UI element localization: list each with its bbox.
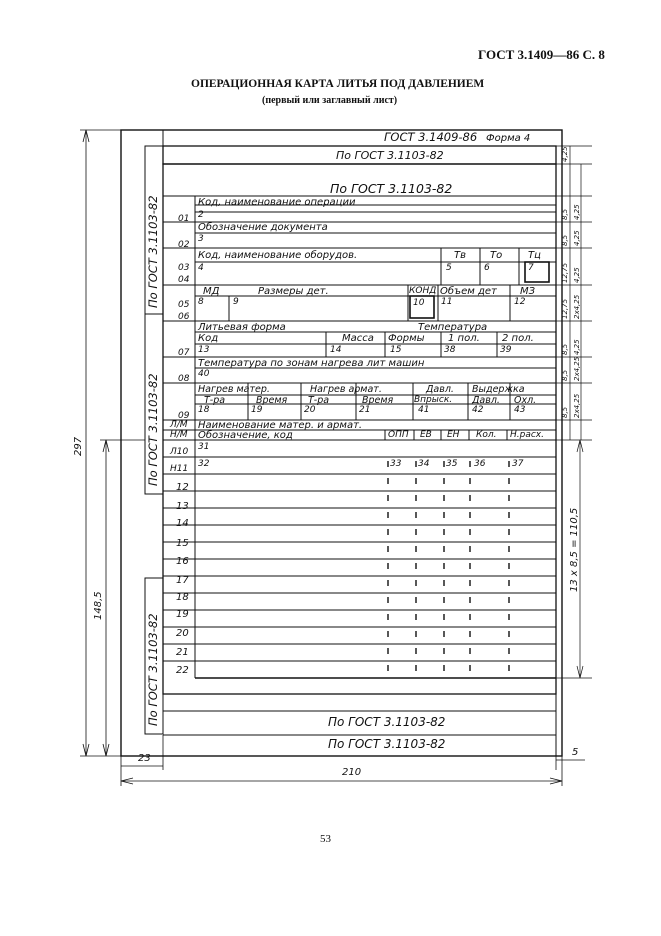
field-7: 7	[528, 263, 534, 273]
row-number: 18	[176, 592, 189, 603]
field-15: 15	[390, 345, 402, 355]
field-41: 41	[418, 405, 430, 415]
page-header: ГОСТ 3.1409—86 С. 8	[478, 47, 605, 62]
field-21: 21	[359, 405, 371, 415]
dimension-label: 8,5	[561, 343, 569, 355]
field-6: 6	[484, 263, 490, 273]
time-arm-label: Время	[362, 395, 394, 406]
temp-arm-label: Т-ра	[308, 395, 330, 406]
row-number: 03	[178, 263, 190, 273]
material-name-label: Наименование матер. и армат.	[198, 420, 363, 431]
field-12: 12	[514, 297, 526, 307]
field-5: 5	[446, 263, 452, 273]
injection-label: Впрыск.	[414, 395, 453, 405]
field-20: 20	[304, 405, 316, 415]
document-subtitle: (первый или заглавный лист)	[262, 95, 398, 106]
pressure-label: Давл.	[426, 384, 454, 395]
field-36: 36	[474, 459, 486, 469]
field-8: 8	[198, 297, 204, 307]
row-number: 04	[178, 275, 190, 285]
row-number: 08	[178, 374, 190, 384]
half1-label: 1 пол.	[448, 333, 480, 344]
field-32: 32	[198, 459, 210, 469]
field-31: 31	[198, 442, 210, 452]
form-standard: ГОСТ 3.1409-86	[384, 130, 478, 144]
tv-label: Тв	[454, 250, 467, 261]
tc-label: Тц	[528, 250, 541, 261]
dimension-rows: 13 x 8,5 = 110,5	[569, 507, 580, 592]
row-number: Л10	[170, 447, 189, 457]
operation-code-label: Код, наименование операции	[198, 197, 356, 208]
consumption-label: Н.расх.	[510, 430, 544, 440]
dimension-label: 8,5	[561, 369, 569, 381]
time-mat-label: Время	[256, 395, 288, 406]
dimension-label: 2x4,25	[573, 294, 581, 319]
field-9: 9	[233, 297, 239, 307]
field-37: 37	[512, 459, 524, 469]
dimension-210: 210	[342, 767, 362, 778]
md-label: МД	[203, 286, 220, 297]
dimension-label: 2x4,25	[573, 393, 581, 418]
en-label: ЕН	[447, 430, 460, 440]
dimension-23: 23	[138, 753, 151, 764]
row-number: 12	[176, 482, 189, 493]
kond-label: КОНД	[409, 286, 437, 296]
dimension-label: 12,75	[561, 262, 569, 283]
row-number: 22	[176, 665, 189, 676]
ev-label: ЕВ	[420, 430, 432, 440]
row-number: 19	[176, 609, 189, 620]
row-number: 21	[176, 647, 189, 658]
dimension-label: 4,25	[561, 146, 569, 162]
mold-label: Литьевая форма	[198, 322, 286, 333]
side-stamp-2: По ГОСТ 3.1103-82	[146, 373, 160, 486]
side-stamp-3: По ГОСТ 3.1103-82	[146, 613, 160, 726]
half2-label: 2 пол.	[502, 333, 534, 344]
row-number: 02	[178, 240, 190, 250]
ref-bottom-2: По ГОСТ 3.1103-82	[328, 737, 446, 751]
equipment-label: Код, наименование оборудов.	[198, 250, 358, 261]
dimension-label: 8,5	[561, 208, 569, 220]
field-19: 19	[251, 405, 263, 415]
dimension-label: 8,5	[561, 234, 569, 246]
dimension-label: 12,75	[561, 298, 569, 319]
code-label: Код	[198, 333, 219, 344]
mass-label: Масса	[342, 333, 374, 344]
field-14: 14	[330, 345, 342, 355]
row-number: 15	[176, 538, 189, 549]
dimension-label: 8,5	[561, 406, 569, 418]
cooling-label: Охл.	[514, 395, 537, 406]
dimension-148-5: 148,5	[93, 591, 104, 620]
dimension-5: 5	[572, 747, 579, 758]
sizes-label: Размеры дет.	[258, 286, 329, 297]
row-number: Н11	[170, 464, 189, 474]
row-number: 17	[176, 575, 189, 586]
to-label: То	[490, 250, 503, 261]
row-number: 09	[178, 411, 190, 421]
forms-label: Формы	[388, 333, 425, 344]
row-number: 01	[178, 214, 190, 224]
dimension-label: 4,25	[573, 204, 581, 220]
row-number: 14	[176, 518, 189, 529]
row-number: 05	[178, 300, 190, 310]
hold-label: Выдержка	[472, 384, 525, 395]
field-33: 33	[390, 459, 402, 469]
row-number: Л/М	[170, 420, 188, 430]
dimension-label: 4,25	[573, 339, 581, 355]
quantity-label: Кол.	[476, 430, 497, 440]
field-4: 4	[198, 263, 204, 273]
hold-pressure-label: Давл.	[472, 395, 500, 406]
ref-block: По ГОСТ 3.1103-82	[330, 181, 453, 196]
field-2: 2	[198, 210, 204, 220]
dimension-label: 2x4,25	[573, 356, 581, 381]
field-3: 3	[198, 234, 204, 244]
field-18: 18	[198, 405, 210, 415]
field-10: 10	[413, 298, 425, 308]
dimension-297: 297	[73, 436, 84, 456]
row-number: 16	[176, 556, 189, 567]
designation-label: Обозначение, код	[198, 430, 293, 441]
row-number: 06	[178, 312, 190, 322]
side-stamp-1: По ГОСТ 3.1103-82	[146, 195, 160, 308]
dimension-label: 4,25	[573, 267, 581, 283]
mz-label: МЗ	[520, 286, 536, 297]
zones-label: Температура по зонам нагрева лит машин	[198, 358, 425, 369]
field-42: 42	[472, 405, 484, 415]
ref-bottom-1: По ГОСТ 3.1103-82	[328, 715, 446, 729]
dimension-label: 4,25	[573, 230, 581, 246]
field-43: 43	[514, 405, 526, 415]
field-34: 34	[418, 459, 430, 469]
field-40: 40	[198, 369, 210, 379]
field-11: 11	[441, 297, 453, 307]
ref-top: По ГОСТ 3.1103-82	[336, 149, 444, 162]
row-number: 07	[178, 348, 190, 358]
field-39: 39	[500, 345, 512, 355]
row-number: Н/М	[170, 430, 188, 440]
row-number: 20	[176, 628, 189, 639]
opp-label: ОПП	[388, 430, 409, 440]
heat-armature-label: Нагрев армат.	[310, 384, 382, 395]
field-38: 38	[444, 345, 456, 355]
form-label: Форма 4	[486, 133, 531, 144]
document-title: ОПЕРАЦИОННАЯ КАРТА ЛИТЬЯ ПОД ДАВЛЕНИЕМ	[191, 78, 485, 90]
temp-mat-label: Т-ра	[204, 395, 226, 406]
row-number: 13	[176, 501, 189, 512]
heat-material-label: Нагрев матер.	[198, 384, 270, 395]
field-35: 35	[446, 459, 458, 469]
page-number: 53	[320, 833, 331, 845]
temperature-label: Температура	[418, 322, 488, 333]
document-label: Обозначение документа	[198, 222, 328, 233]
field-13: 13	[198, 345, 210, 355]
volume-label: Объем дет	[440, 286, 497, 297]
